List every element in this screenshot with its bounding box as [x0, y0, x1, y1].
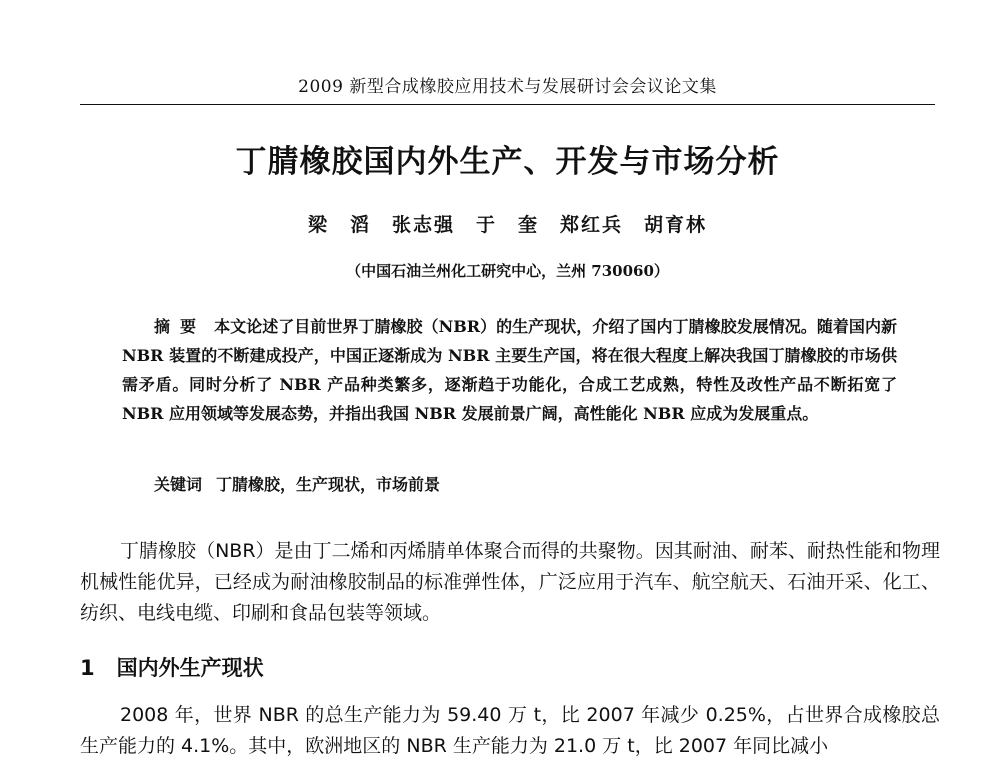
header-rule	[80, 104, 935, 105]
running-header: 2009 新型合成橡胶应用技术与发展研讨会会议论文集	[298, 77, 717, 97]
authors: 梁 滔 张志强 于 奎 郑红兵 胡育林	[307, 214, 707, 236]
section-title: 国内外生产现状	[116, 656, 264, 680]
section-1-text: 2008 年，世界 NBR 的总生产能力为 59.40 万 t，比 2007 年减少 0.25%，占世界合成橡胶总生产能力的 4.1%。其中，欧洲地区的 NBR 生产能力为 21.0 万 t，比 2007 年同比减小	[80, 704, 940, 757]
abstract-text: 本文论述了目前世界丁腈橡胶（NBR）的生产现状，介绍了国内丁腈橡胶发展情况。随着国内新 NBR 装置的不断建成投产，中国正逐渐成为 NBR 主要生产国，将在很大程度上解决我国丁腈橡胶的市场供需矛盾。同时分析了 NBR 产品种类繁多，逐渐趋于功能化，合成工艺成熟，特性及改性产品不断拓宽了 NBR 应用领域等发展态势，并指出我国 NBR 发展前景广阔，高性能化 NBR 应成为发展重点。	[122, 317, 897, 423]
affiliation: （中国石油兰州化工研究中心，兰州 730060）	[346, 262, 669, 280]
section-1-paragraph	[80, 700, 940, 762]
keywords	[154, 472, 894, 495]
paper-title: 丁腈橡胶国内外生产、开发与市场分析	[235, 144, 780, 180]
keywords-text: 丁腈橡胶，生产现状，市场前景	[216, 475, 441, 494]
keywords-label: 关键词	[154, 475, 203, 494]
section-heading	[80, 652, 264, 682]
section-number: 1	[80, 656, 95, 680]
abstract-label: 摘要	[154, 317, 207, 336]
intro-text: 丁腈橡胶（NBR）是由丁二烯和丙烯腈单体聚合而得的共聚物。因其耐油、耐苯、耐热性能和物理机械性能优异，已经成为耐油橡胶制品的标准弹性体，广泛应用于汽车、航空航天、石油开采、化工、纺织、电线电缆、印刷和食品包装等领域。	[80, 540, 940, 624]
intro-paragraph	[80, 536, 940, 629]
abstract	[122, 312, 897, 428]
